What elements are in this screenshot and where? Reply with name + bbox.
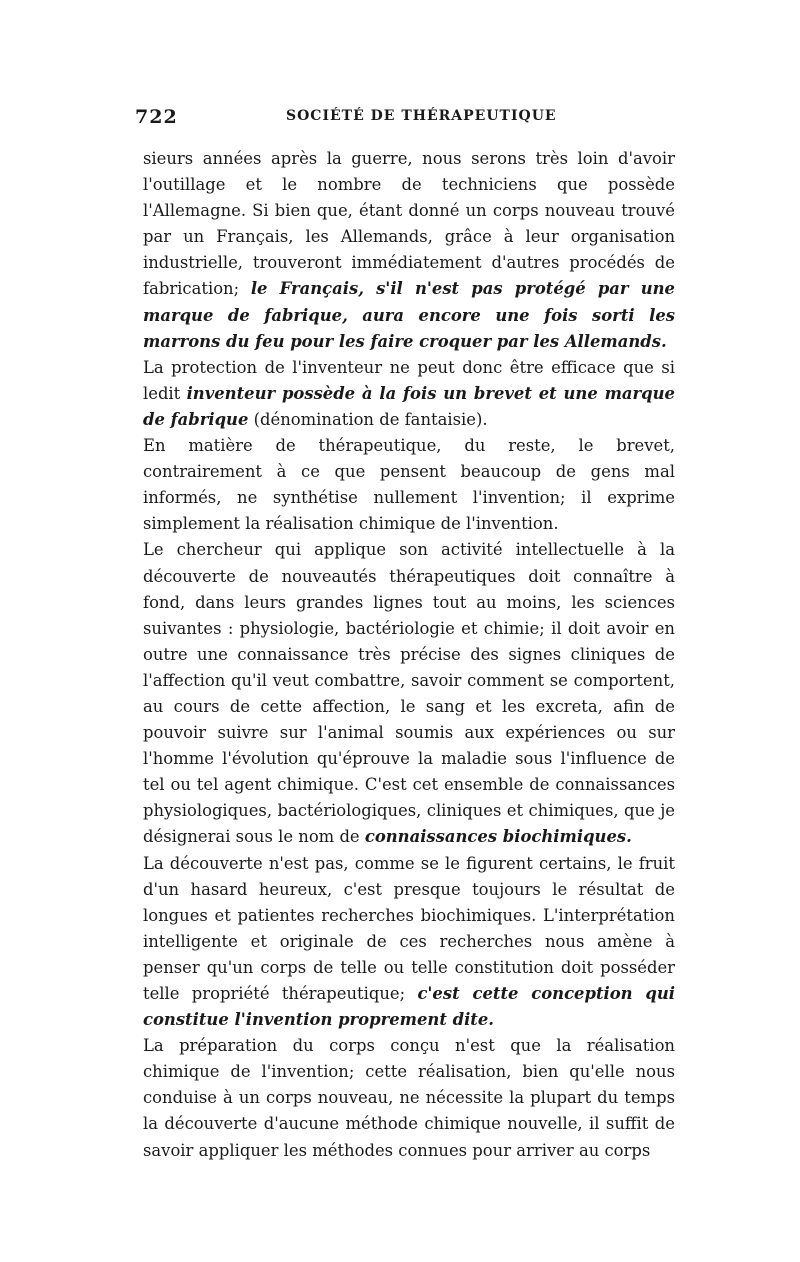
text-run: (dénomination de fantaisie). [248, 409, 488, 429]
paragraph [143, 355, 675, 433]
emphasis-text: c'est cette conception qui constitue l'invention proprement dite. [143, 984, 675, 1030]
emphasis-text: inventeur possède à la fois un brevet et une marque de fabrique [143, 383, 675, 429]
page [135, 100, 675, 1164]
paragraph [143, 433, 675, 537]
paragraph [143, 146, 675, 355]
paragraph [143, 1033, 675, 1163]
page-number: 722 [135, 106, 178, 128]
paragraph [143, 537, 675, 850]
emphasis-text: connaissances biochimiques. [364, 827, 632, 847]
body-text [143, 146, 675, 1164]
text-run: En matière de thérapeutique, du reste, le brevet, contrairement à ce que pensent beaucoup de gens mal informés, ne synthétise nullement l'invention; il exprime simplement la réalisation chimique de l'invention. [143, 436, 675, 534]
text-run: La préparation du corps conçu n'est que la réalisation chimique de l'invention; cette réalisation, bien qu'elle nous conduise à un corps nouveau, ne nécessite la plupart du temps la découverte d'aucune méthode chimique nouvelle, il suffit de savoir appliquer les méthodes connues pour arriver au corps [143, 1036, 675, 1160]
paragraph [143, 851, 675, 1034]
text-run: La protection de l'inventeur ne peut donc être efficace que si ledit [143, 357, 675, 403]
running-head [135, 100, 675, 146]
text-run: Le chercheur qui applique son activité intellectuelle à la découverte de nouveautés thérapeutiques doit connaître à fond, dans leurs grandes lignes tout au moins, les sciences suivantes : physiologie, bactériologie et chimie; il doit avoir en outre une connaissance très précise des signes cliniques de l'affection qu'il veut combattre, savoir comment se comportent, au cours de cette affection, le sang et les excreta, afin de pouvoir suivre sur l'animal soumis aux expériences ou sur l'homme l'évolution qu'éprouve la maladie sous l'influence de tel ou tel agent chimique. C'est cet ensemble de connaissances physiologiques, bactériologiques, cliniques et chimiques, que je désignerai sous le nom de [143, 540, 675, 847]
text-run: La découverte n'est pas, comme se le figurent certains, le fruit d'un hasard heureux, c'est presque toujours le résultat de longues et patientes recherches biochimiques. L'interprétation intelligente et originale de ces recherches nous amène à penser qu'un corps de telle ou telle constitution doit posséder telle propriété thérapeutique; [143, 853, 675, 1003]
emphasis-text: le Français, s'il n'est pas protégé par une marque de fabrique, aura encore une fois sorti les marrons du feu pour les faire croquer par les Allemands. [143, 279, 675, 351]
text-run: sieurs années après la guerre, nous serons très loin d'avoir l'outillage et le nombre de techniciens que possède l'Allemagne. Si bien que, étant donné un corps nouveau trouvé par un Français, les Allemands, grâce à leur organisation industrielle, trouveront immédiatement d'autres procédés de fabrication; [143, 149, 675, 299]
running-head-title: SOCIÉTÉ DE THÉRAPEUTIQUE [286, 108, 557, 124]
